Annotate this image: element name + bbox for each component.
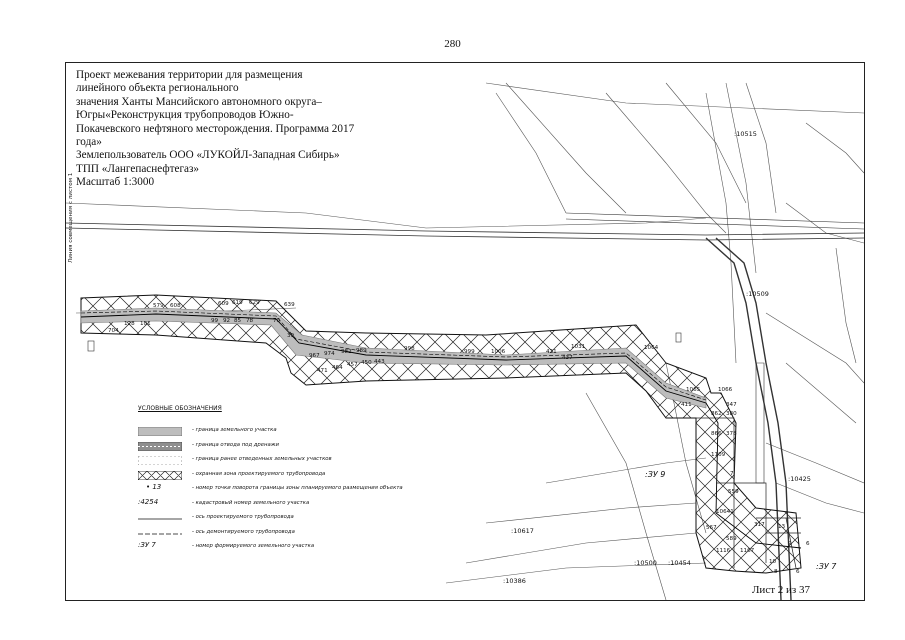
legend-item	[138, 483, 403, 499]
legend-item	[138, 528, 378, 543]
point-label: 1066	[718, 387, 733, 393]
point-label: 70	[273, 318, 281, 324]
legend-symbol	[138, 529, 182, 538]
point-label: 437	[562, 355, 573, 361]
point-label: 443	[374, 359, 385, 365]
title-line: ТПП «Лангепаснефтегаз»	[76, 162, 200, 175]
legend-desc: - ось проектируемого трубопровода	[192, 514, 294, 520]
point-label: 982	[341, 349, 352, 355]
point-label: 471	[317, 368, 328, 374]
point-label: 6	[796, 569, 800, 575]
legend-desc: - ось демонтируемого трубопровода	[192, 528, 295, 535]
legend-item	[138, 455, 378, 470]
plot-label-zu9: :ЗУ 9	[645, 470, 666, 479]
legend-desc: - номер точки поворота границы зоны планируемого размещения объекта	[192, 485, 403, 491]
point-label: 39	[287, 333, 295, 339]
point-label: 567	[706, 525, 717, 531]
point-label: 629	[249, 300, 260, 306]
point-label: 464	[332, 365, 343, 371]
legend-desc: - граница земельного участка	[192, 427, 277, 433]
point-label: 13	[778, 524, 786, 530]
point-label: 421	[546, 349, 557, 355]
sheet-label: Лист 2 из 37	[751, 584, 810, 596]
cadastral-label: :10509	[746, 290, 769, 298]
title-line: Масштаб 1:3000	[76, 176, 155, 189]
point-label: 1116	[716, 548, 731, 554]
legend-desc: - граница отвода под дренажи	[192, 441, 279, 448]
legend-item	[138, 542, 378, 557]
legend-item	[138, 499, 378, 514]
legend-code: :4254	[138, 497, 159, 506]
legend-item	[138, 426, 378, 441]
point-label: 619	[232, 300, 243, 306]
point-label: 92	[223, 318, 231, 324]
cadastral-label: :10515	[734, 130, 757, 138]
point-label: 639	[284, 302, 295, 308]
point-label: 1031	[571, 344, 586, 350]
legend-code: • 13	[146, 483, 162, 491]
point-label: 317	[754, 522, 765, 528]
point-label: 998	[404, 346, 415, 352]
point-label: 999	[464, 349, 475, 355]
map-frame	[65, 62, 865, 601]
point-label: 974	[324, 351, 335, 357]
point-label: 1006	[491, 349, 506, 355]
page-number: 280	[444, 38, 461, 50]
legend-symbol	[138, 471, 182, 480]
point-label: 1065	[686, 387, 701, 393]
point-label: 10641	[716, 509, 734, 515]
title-line: Покачевского нефтяного месторождения. Программа 2017	[76, 122, 355, 135]
legend-title: УСЛОВНЫЕ ОБОЗНАЧЕНИЯ	[138, 405, 222, 412]
point-label: 704	[108, 328, 119, 334]
point-label: 128	[124, 321, 135, 327]
point-label: 411	[681, 402, 692, 408]
point-label: 85	[234, 318, 242, 324]
cadastral-label: :10617	[511, 527, 534, 535]
legend-item	[138, 441, 378, 456]
point-label: 589	[726, 536, 737, 542]
cadastral-label: :10425	[788, 475, 811, 483]
point-label: 78	[246, 318, 254, 324]
point-label: 378	[726, 431, 737, 437]
legend-desc: - охранная зона проектируемого трубопровода	[192, 470, 326, 477]
legend-desc: - граница ранее отведенных земельных участков	[192, 456, 332, 462]
cadastral-label: :10454	[668, 559, 691, 567]
legend-code: :ЗУ 7	[138, 541, 156, 549]
legend-symbol	[138, 514, 182, 523]
title-block	[76, 69, 396, 190]
cadastral-label: :10500	[634, 559, 657, 567]
point-label: 1064	[644, 345, 659, 351]
point-label: 8	[774, 569, 778, 575]
point-label: 457	[347, 362, 358, 368]
legend-desc: - номер формируемого земельного участка	[192, 543, 315, 549]
legend-symbol	[138, 427, 182, 436]
point-label: 9	[788, 541, 792, 547]
point-label: 579	[153, 303, 164, 309]
point-label: 862	[711, 411, 722, 417]
title-line: Землепользователь ООО «ЛУКОЙЛ-Западная Сибирь»	[76, 149, 340, 162]
point-label: 989	[356, 348, 367, 354]
point-label: 101	[140, 321, 151, 327]
point-label: 967	[309, 353, 320, 359]
point-label: 450	[361, 360, 372, 366]
point-label: 6	[806, 541, 810, 547]
plot-label-zu7: :ЗУ 7	[816, 562, 837, 571]
point-label: 608	[170, 303, 181, 309]
legend-item	[138, 513, 378, 528]
legend	[138, 405, 403, 557]
point-label: 99	[211, 318, 219, 324]
edge-note: Линия совмещения с листом 1	[68, 172, 74, 263]
title-line: года»	[76, 136, 102, 149]
point-label: 559	[728, 489, 739, 495]
point-label: 1167	[740, 548, 755, 554]
point-label: 347	[726, 402, 737, 408]
point-label: 380	[726, 411, 737, 417]
cadastral-label: :10386	[503, 577, 526, 585]
point-label: 1109	[711, 452, 726, 458]
legend-item	[138, 470, 378, 485]
point-label: 7	[730, 471, 734, 477]
point-label: 10	[769, 559, 777, 565]
legend-symbol	[138, 442, 182, 451]
title-line: значения Ханты Мансийского автономного округа–	[76, 95, 322, 108]
title-line: Проект межевания территории для размещения	[76, 69, 303, 81]
title-line: Югры«Реконструкция трубопроводов Южно-	[76, 109, 294, 122]
legend-desc: - кадастровый номер земельного участка	[192, 499, 310, 506]
point-label: 609	[218, 301, 229, 307]
title-line: линейного объекта регионального	[76, 82, 239, 95]
legend-symbol	[138, 456, 182, 465]
point-label: 866	[711, 431, 722, 437]
